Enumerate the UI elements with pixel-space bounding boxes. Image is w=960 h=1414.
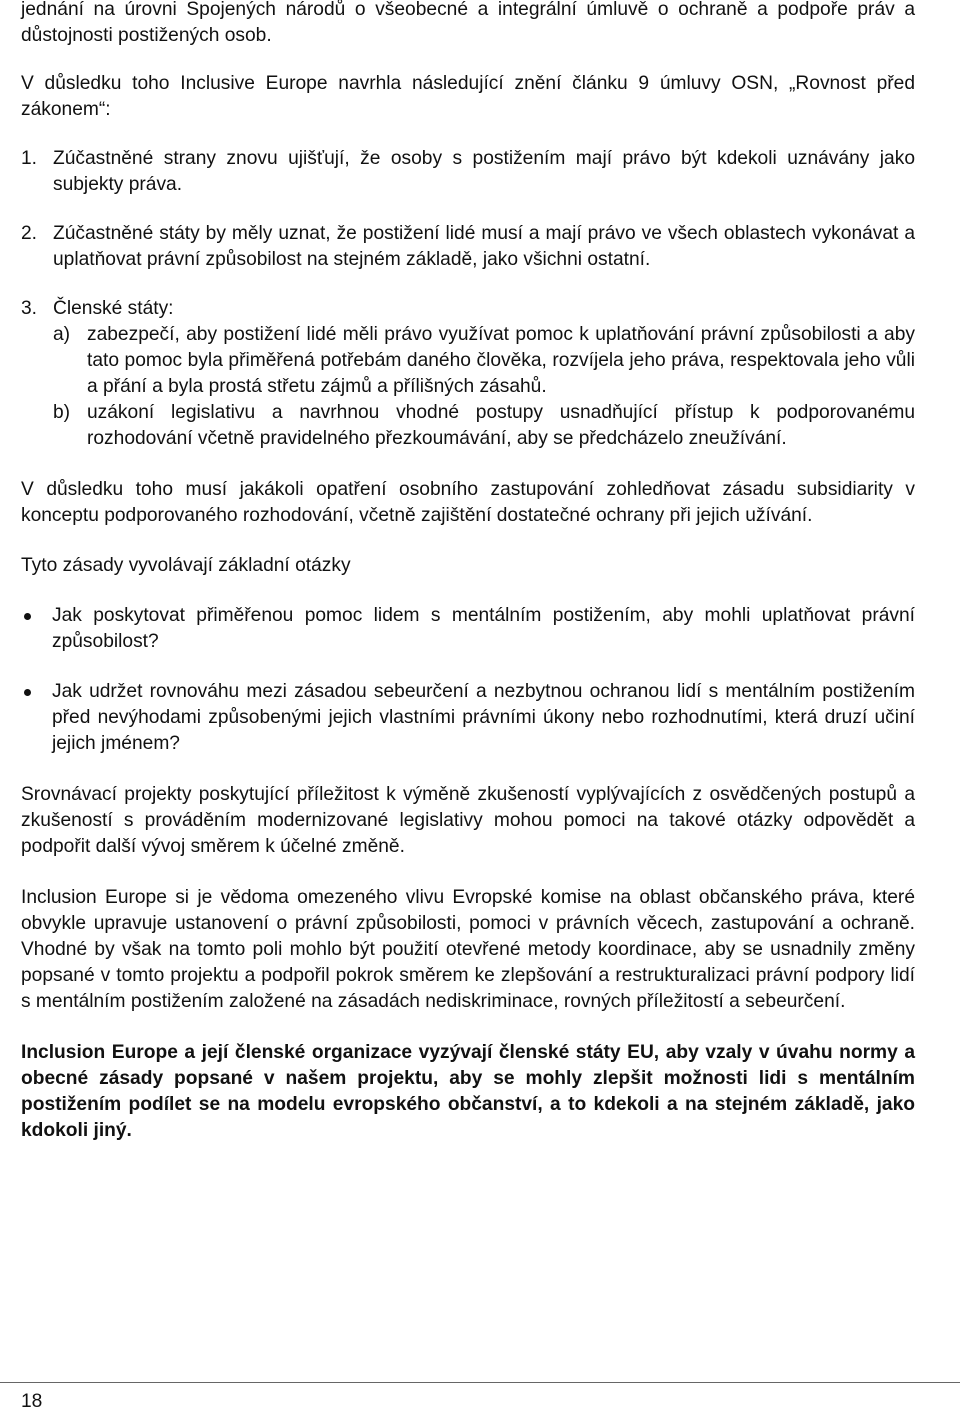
paragraph-proposal: V důsledku toho Inclusive Europe navrhla následující znění článku 9 úmluvy OSN, „Rovnost před zákonem“: xyxy=(21,73,915,120)
sub-item-letter: b) xyxy=(53,402,71,423)
bullet-item-2 xyxy=(21,679,915,757)
item-text: Zúčastněné státy by měly uznat, že postižení lidé musí a mají právo ve všech oblastech vykonávat a uplatňovat právní způsobilost na stejném základě, jako všichni ostatní. xyxy=(53,223,915,270)
sub-item-letter: a) xyxy=(53,324,71,345)
paragraph-intro: jednání na úrovni Spojených národů o všeobecné a integrální úmluvě o ochraně a podpoře práv a důstojnosti postižených osob. xyxy=(21,0,915,46)
paragraph-call: Inclusion Europe a její členské organizace vyzývají členské státy EU, aby vzaly v úvahu normy a obecné zásady popsané v našem projektu, aby se mohly zlepšit možnosti lidi s mentálním postižením podílet se na modelu evropského občanství, a to kdekoli a na stejném základě, jako kdokoli jiný. xyxy=(21,1042,915,1141)
item-text: Členské státy: xyxy=(53,298,174,319)
bullet-icon xyxy=(24,613,31,620)
document-page xyxy=(21,0,915,1144)
sub-list xyxy=(53,322,915,452)
sub-item-b xyxy=(53,400,915,452)
bullet-text: Jak poskytovat přiměřenou pomoc lidem s mentálním postižením, aby mohli uplatňovat právní způsobilost? xyxy=(52,605,915,652)
item-text: Zúčastněné strany znovu ujišťují, že osoby s postižením mají právo být kdekoli uznávány jako subjekty práva. xyxy=(53,148,915,195)
page-number: 18 xyxy=(21,1391,43,1412)
bullet-text: Jak udržet rovnováhu mezi zásadou sebeurčení a nezbytnou ochranou lidí s mentálním postižením před nevýhodami způsobenými jejich vlastními právními úkony nebo rozhodnutími, která druzí učiní jejich jménem? xyxy=(52,681,915,754)
paragraph-comparative: Srovnávací projekty poskytující příležitost k výměně zkušeností vyplývajících z osvědčených postupů a zkušeností s prováděním modernizované legislativy mohou pomoci na takové otázky odpovědět a podpořit další vývoj směrem k účelné změně. xyxy=(21,784,915,857)
paragraph-questions-intro: Tyto zásady vyvolávají základní otázky xyxy=(21,555,351,576)
numbered-item-3 xyxy=(21,296,915,452)
numbered-item-2 xyxy=(21,221,915,273)
sub-item-text: zabezpečí, aby postižení lidé měli právo využívat pomoc k uplatňování právní způsobilosti a aby tato pomoc byla přiměřená potřebám daného člověka, rozvíjela jeho práva, respektovala jeho vůli a přání a byla prostá střetu zájmů a přílišných zásahů. xyxy=(87,324,915,397)
paragraph-commission: Inclusion Europe si je vědoma omezeného vlivu Evropské komise na oblast občanského práva, které obvykle upravuje ustanovení o právní způsobilosti, pomoci v právních věcech, zastupování a ochraně. Vhodné by však na tomto poli mohlo být použití otevřené metody koordinace, aby se usnadnily změny popsané v tomto projektu a podpořil pokrok směrem ke zlepšování a restrukturalizaci právní podpory lidí s mentálním postižením založené na zásadách nediskriminace, rovných příležitostí a sebeurčení. xyxy=(21,887,915,1012)
bullet-icon xyxy=(24,689,31,696)
item-number: 3. xyxy=(21,298,38,319)
item-number: 1. xyxy=(21,148,38,169)
item-number: 2. xyxy=(21,223,38,244)
footer-divider xyxy=(0,1382,960,1383)
paragraph-subsidiarity: V důsledku toho musí jakákoli opatření osobního zastupování zohledňovat zásadu subsidiarity v konceptu podporovaného rozhodování, včetně zajištění dostatečné ochrany při jejich užívání. xyxy=(21,479,915,526)
numbered-item-1 xyxy=(21,146,915,198)
bullet-list xyxy=(21,603,915,757)
numbered-list xyxy=(21,146,915,452)
sub-item-a xyxy=(53,322,915,400)
sub-item-text: uzákoní legislativu a navrhnou vhodné postupy usnadňující přístup k podporovanému rozhodování včetně pravidelného přezkoumávání, aby se předcházelo zneužívání. xyxy=(87,402,915,449)
bullet-item-1 xyxy=(21,603,915,655)
